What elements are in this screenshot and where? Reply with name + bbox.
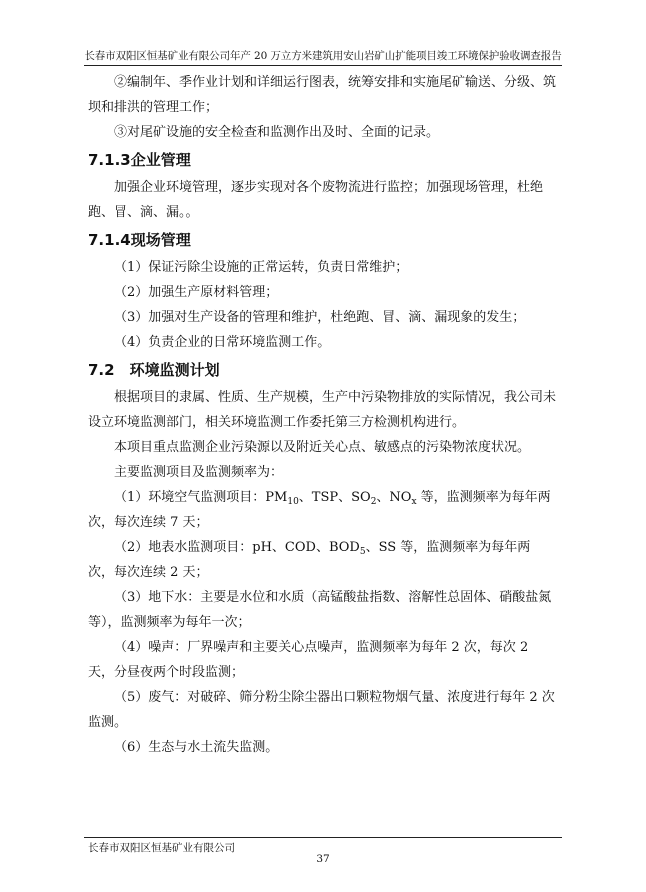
list-item: （4）噪声：厂界噪声和主要关心点噪声，监测频率为每年 2 次，每次 2 天，分昼夜两个时段监测； xyxy=(88,640,529,680)
list-item: （3）地下水：主要是水位和水质（高锰酸盐指数、溶解性总固体、硝酸盐氮等），监测频率为每年一次； xyxy=(88,590,552,630)
list-item: （5）废气：对破碎、筛分粉尘除尘器出口颗粒物烟气量、浓度进行每年 2 次监测。 xyxy=(88,690,555,730)
list-item-water: （2）地表水监测项目：pH、COD、$BOD_5$、SS 等，监测频率为每年两次，每次连续 2 天； xyxy=(88,540,531,580)
list-item: （3）加强对生产设备的管理和维护，杜绝跑、冒、滴、漏现象的发生； xyxy=(114,310,526,325)
section-heading-7-1-4: 7.1.4现场管理 xyxy=(88,231,191,249)
paragraph: 本项目重点监测企业污染源以及附近关心点、敏感点的污染物浓度状况。 xyxy=(114,440,531,455)
paragraph: ③对尾矿设施的安全检查和监测作出及时、全面的记录。 xyxy=(114,125,440,140)
list-item-air: （1）环境空气监测项目：$PM_{10}$、TSP、$SO_2$、$NO_x$ 等，监测频率为每年两次，每次连续 7 天； xyxy=(88,490,551,530)
list-item: （4）负责企业的日常环境监测工作。 xyxy=(114,335,331,350)
paragraph: 主要监测项目及监测频率为： xyxy=(114,465,284,480)
page-header: 长春市双阳区恒基矿业有限公司年产 20 万立方米建筑用安山岩矿山扩能项目竣工环境保护验收调查报告 xyxy=(84,48,562,66)
document-body xyxy=(88,70,556,760)
list-item: （6）生态与水土流失监测。 xyxy=(114,740,279,755)
section-heading-7-2: 7.2 环境监测计划 xyxy=(88,361,220,379)
paragraph: 加强企业环境管理，逐步实现对各个废物流进行监控；加强现场管理，杜绝跑、冒、滴、漏。。 xyxy=(88,180,544,220)
list-item: （2）加强生产原材料管理； xyxy=(114,285,279,300)
paragraph: ②编制年、季作业计划和详细运行图表，统筹安排和实施尾矿输送、分级、筑坝和排洪的管理工作； xyxy=(88,75,557,115)
section-heading-7-1-3: 7.1.3企业管理 xyxy=(88,151,191,169)
paragraph: 根据项目的隶属、性质、生产规模，生产中污染物排放的实际情况，我公司未设立环境监测部门，相关环境监测工作委托第三方检测机构进行。 xyxy=(88,390,557,430)
footer-divider xyxy=(84,837,562,838)
footer-company: 长春市双阳区恒基矿业有限公司 xyxy=(88,842,235,854)
list-item: （1）保证污除尘设施的正常运转，负责日常维护； xyxy=(114,260,409,275)
page-number: 37 xyxy=(316,853,330,865)
